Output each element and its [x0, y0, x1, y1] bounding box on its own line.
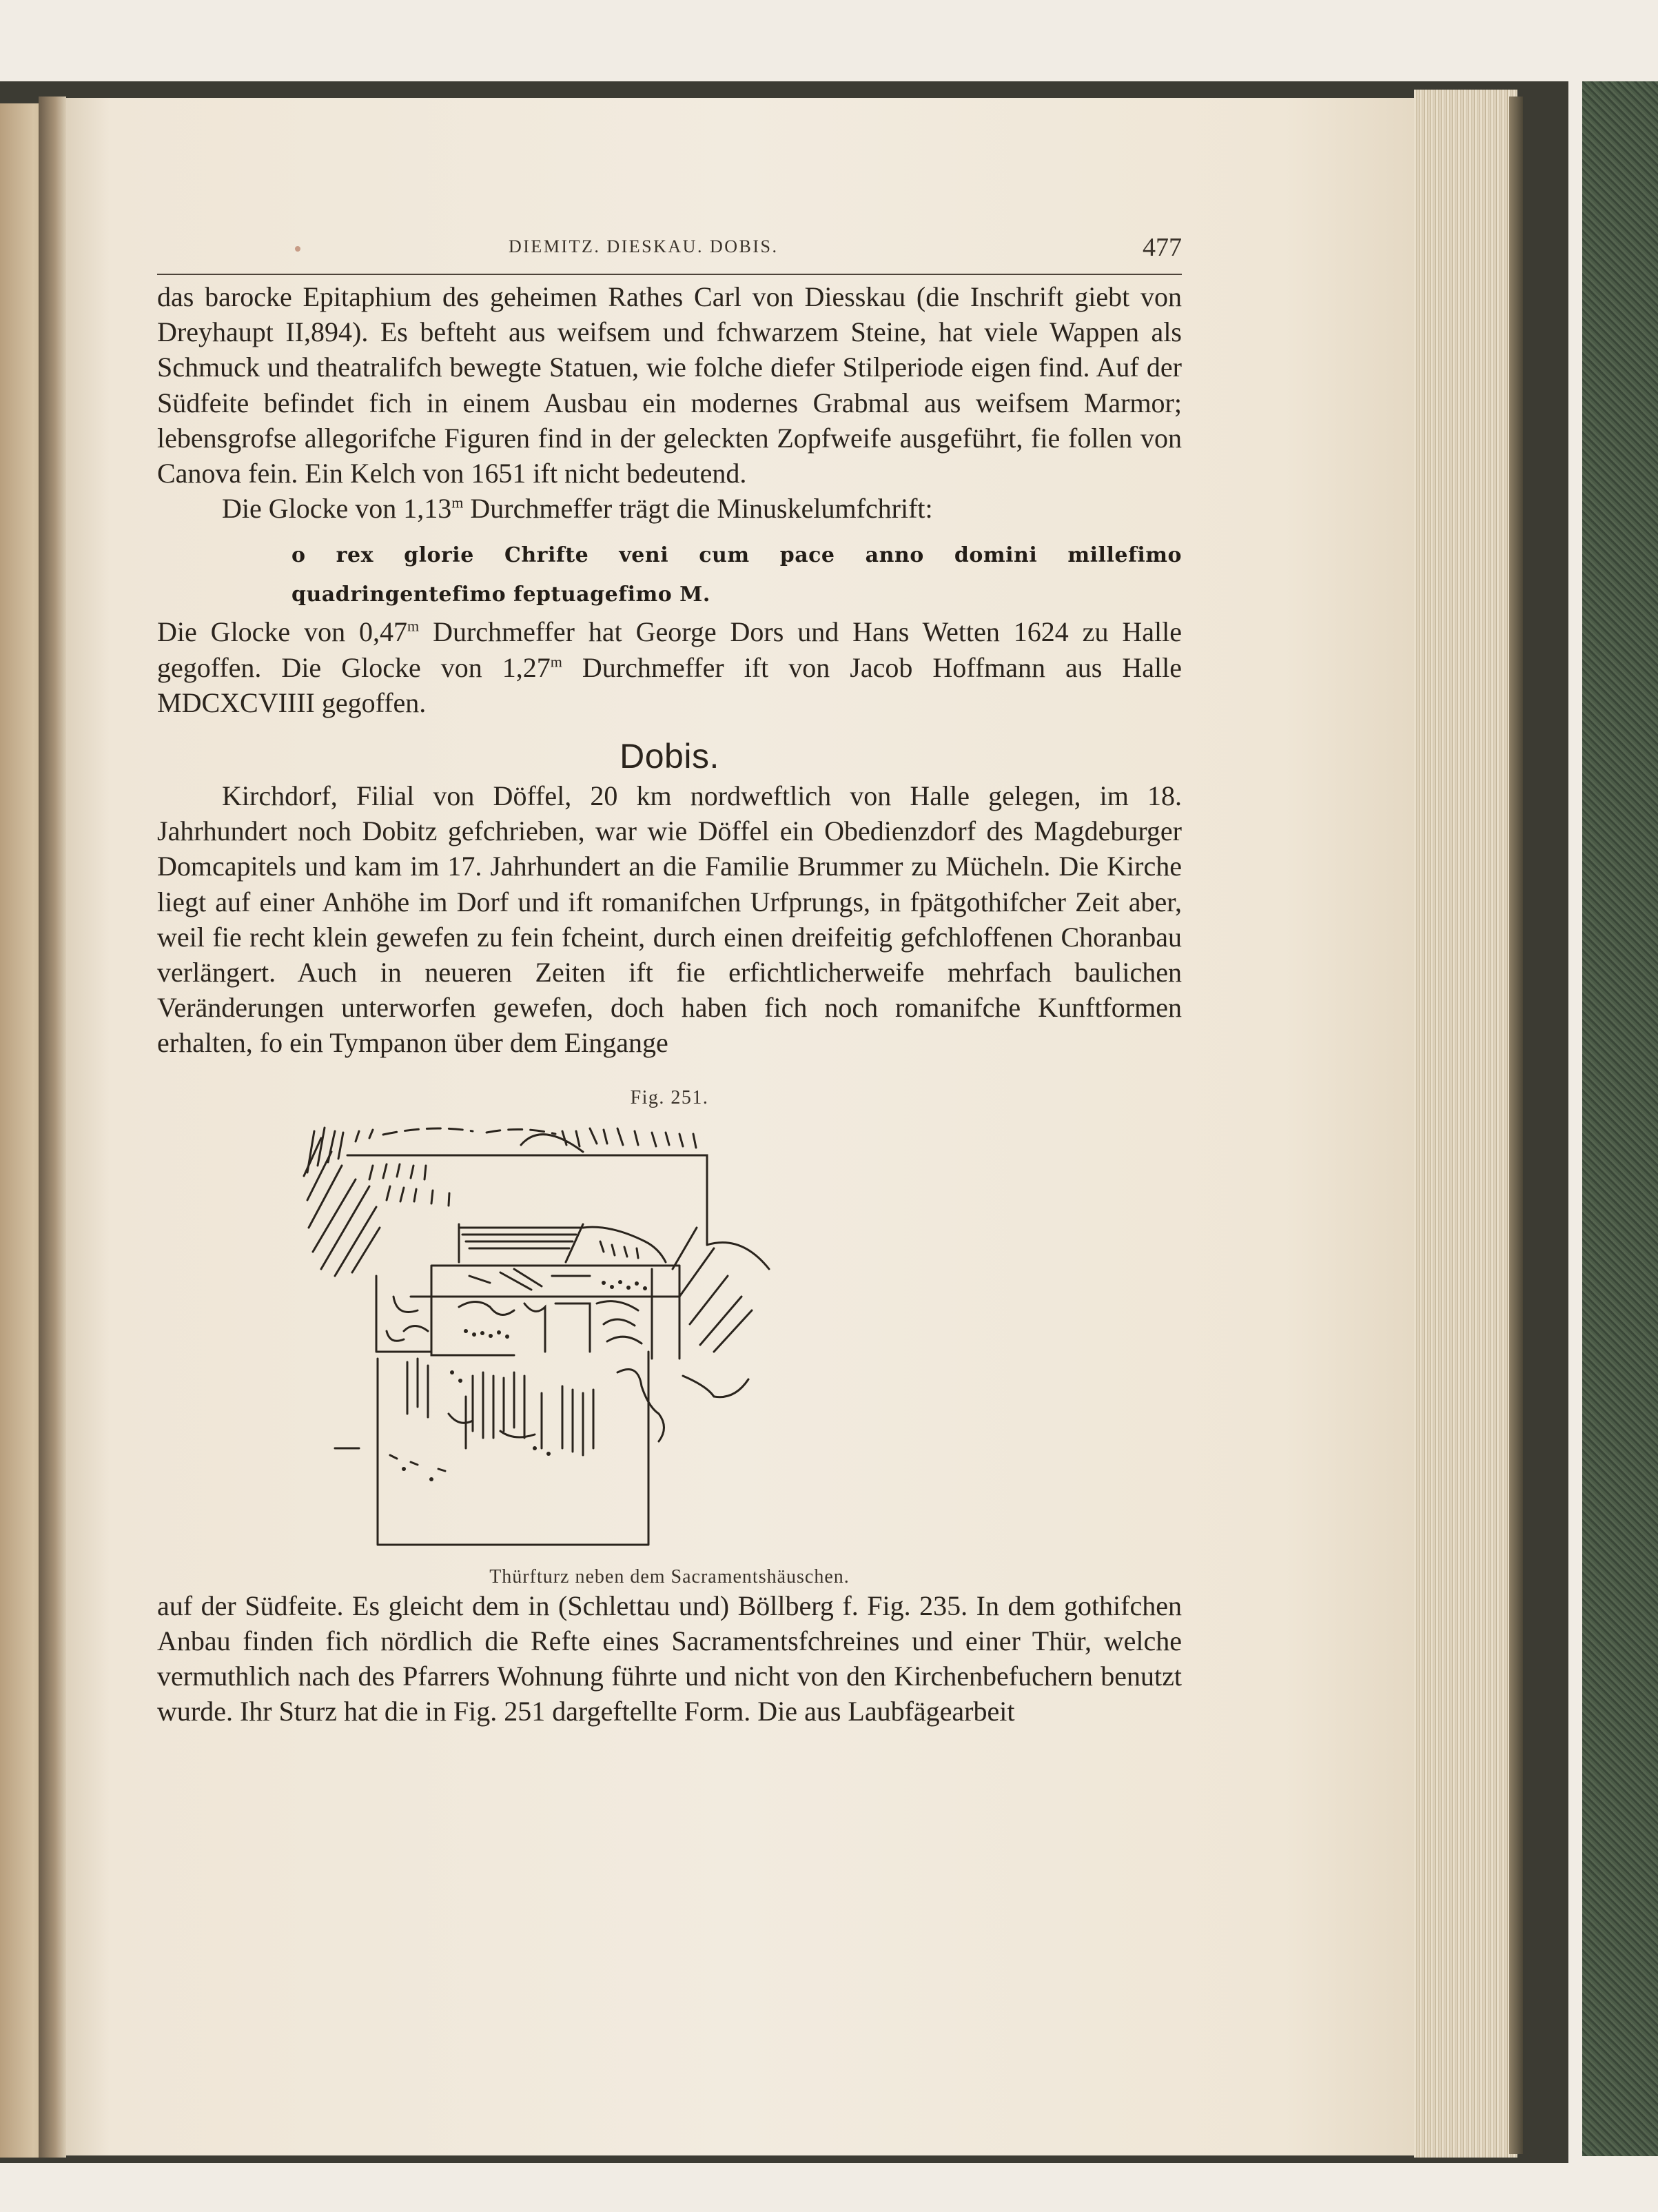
figure-drawing-lintel [294, 1124, 776, 1548]
header-rule [157, 274, 1182, 275]
paragraph-bells-2 [157, 614, 1182, 720]
page-stack-shadow [1509, 97, 1523, 2154]
unit-meter: m [407, 618, 420, 636]
paragraph-bell-1-text-end: Durchmeffer trägt die Minuskelumfchrift: [463, 493, 933, 525]
figure-label: Fig. 251. [630, 1086, 709, 1108]
ink-dot [295, 246, 300, 252]
paragraph-bells-2-part1: Die Glocke von 0,47 [157, 616, 408, 648]
cover-cloth-edge [1582, 81, 1658, 2156]
unit-meter: m [550, 653, 562, 671]
figure-caption: Thürfturz neben dem Sacramentshäuschen. [489, 1565, 850, 1587]
paragraph-bell-1 [157, 491, 1182, 526]
page-number: 477 [1143, 233, 1182, 262]
bell-inscription: o rex glorie Chrifte veni cum pace anno domini millefimo quadringentefimo feptuagefimo M. [291, 543, 1182, 607]
paragraph-bells-2-part3: Durchmeffer ift von Jacob Hoffmann aus Halle MDCXCVIIII gegoffen. [157, 651, 1182, 718]
unit-meter: m [451, 494, 464, 511]
paragraph-south-side: auf der Südfeite. Es gleicht dem in (Schlettau und) Böllberg f. Fig. 235. In dem gothifchen Anbau finden fich nördlich die Refte eines Sacramentsfchreines und einer Thür, welche vermuthlich nach des Pfarrers Wohnung führte und nicht von den Kirchenbefuchern benutzt wurde. Ihr Sturz hat die in Fig. 251 dargeftellte Form. Die aus Laubfägearbeit [157, 1590, 1182, 1727]
running-head-title: DIEMITZ. DIESKAU. DOBIS. [509, 236, 779, 256]
page-stack-edges [1414, 90, 1517, 2158]
section-heading: Dobis. [620, 737, 719, 776]
paragraph-epitaph: das barocke Epitaphium des geheimen Rathes Carl von Diesskau (die Inschrift giebt von Dreyhaupt II,894). Es befteht aus weifsem und fchwarzem Steine, hat viele Wappen als Schmuck und theatralifch bewegte Statuen, wie folche diefer Stilperiode eigen find. Auf der Südfeite befindet fich in einem Ausbau ein modernes Grabmal aus weifsem Marmor; lebensgrofse allegorifche Figuren find in der geleckten Zopfweife ausgeführt, fie follen von Canova fein. Ein Kelch von 1651 ift nicht bedeutend. [157, 281, 1182, 489]
page-content [157, 231, 1182, 1729]
paragraph-dobis: Kirchdorf, Filial von Döffel, 20 km nordweftlich von Halle gelegen, im 18. Jahrhundert noch Dobitz gefchrieben, war wie Döffel ein Obedienzdorf des Magdeburger Domcapitels und kam im 17. Jahrhundert an die Familie Brummer zu Mücheln. Die Kirche liegt auf einer Anhöhe im Dorf und ift romanifchen Urfprungs, in fpätgothifcher Zeit aber, weil fie recht klein gewefen zu fein fcheint, durch einen dreifeitig gefchloffenen Choranbau verlängert. Auch in neueren Zeiten ift fie erfichtlicherweife mehrfach baulichen Veränderungen unterworfen gewefen, doch haben fich noch romanifche Kunftformen erhalten, fo ein Tympanon über dem Eingange [157, 780, 1182, 1059]
paragraph-bell-1-text: Die Glocke von 1,13 [222, 493, 452, 525]
page-gutter [39, 97, 66, 2158]
paragraph-bells-2-part2: Durchmeffer hat George Dors und Hans Wetten 1624 zu Halle gegoffen. Die Glocke von 1,27 [157, 616, 1182, 683]
running-head [157, 231, 1182, 279]
